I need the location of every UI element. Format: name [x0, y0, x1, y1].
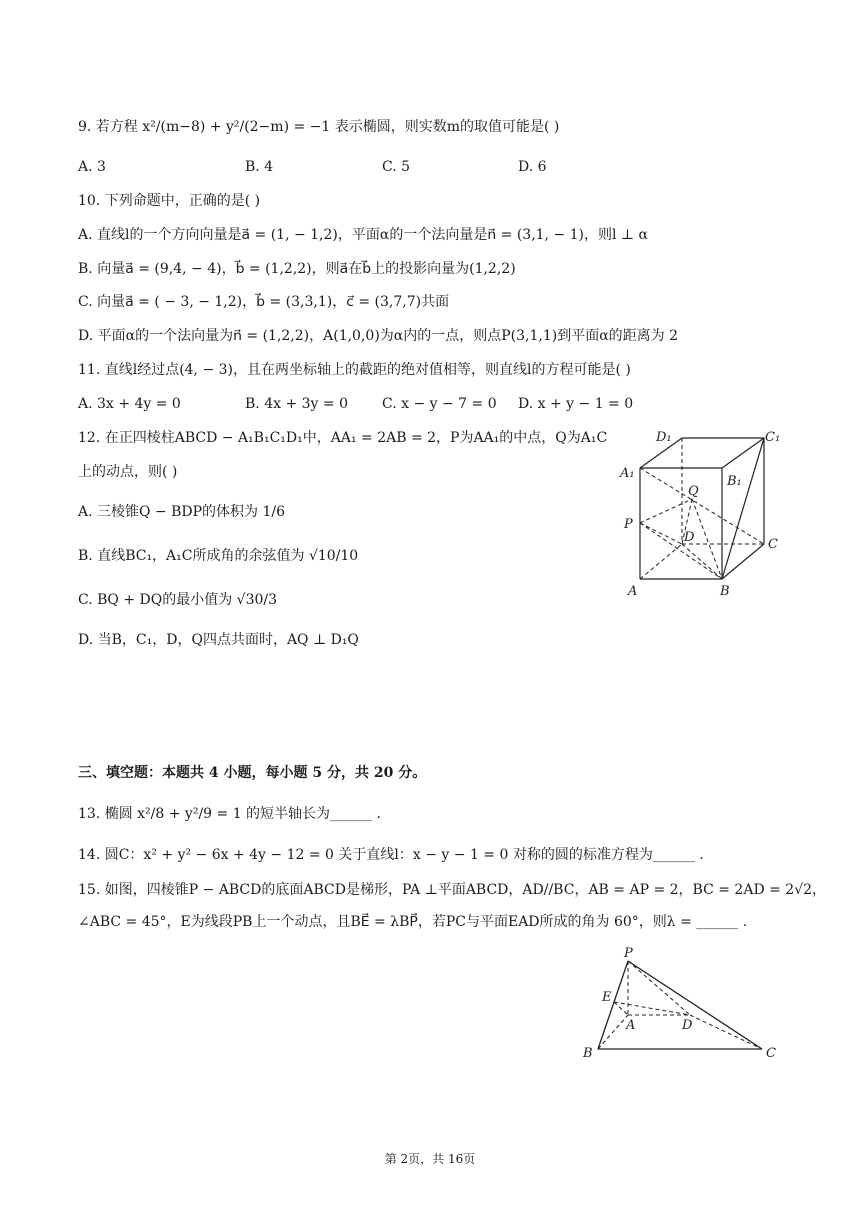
q15-line2: ∠ABC = 45°，E为线段PB上一个动点，且BE⃗ = λBP⃗，若PC与平面EAD所成的角为 60°，则λ = ______ .: [78, 914, 748, 930]
q11-option-b: B. 4x + 3y = 0: [245, 396, 348, 412]
q12-option-a: A. 三棱锥Q − BDP的体积为 1/6: [78, 504, 286, 520]
label-b1: B₁: [727, 474, 742, 489]
label-c: C: [768, 537, 778, 552]
q9-option-c: C. 5: [382, 159, 411, 175]
q15-line1: 15. 如图，四棱锥P − ABCD的底面ABCD是梯形，PA ⊥平面ABCD，AD//BC，AB = AP = 2，BC = 2AD = 2√2，: [78, 882, 827, 898]
q12-stem-line1: 12. 在正四棱柱ABCD − A₁B₁C₁D₁中，AA₁ = 2AB = 2，P为AA₁的中点，Q为A₁C: [78, 430, 608, 446]
label-e: E: [602, 990, 612, 1005]
q10-option-c: C. 向量a⃗ = ( − 3, − 1,2)，b⃗ = (3,3,1)，c⃗ = (3,7,7)共面: [78, 294, 450, 310]
label-c: C: [766, 1046, 776, 1061]
section-heading: 三、填空题：本题共 4 小题，每小题 5 分，共 20 分。: [78, 765, 427, 781]
label-p: P: [624, 517, 633, 532]
q10-option-a: A. 直线l的一个方向向量是a⃗ = (1, − 1,2)，平面α的一个法向量是n⃗ = (3,1, − 1)，则l ⊥ α: [78, 227, 649, 243]
q9-stem: 9. 若方程 x²/(m−8) + y²/(2−m) = −1 表示椭圆，则实数m的取值可能是( ): [78, 119, 560, 135]
q9-option-d: D. 6: [518, 159, 547, 175]
q12-option-c: C. BQ + DQ的最小值为 √30/3: [78, 592, 278, 608]
label-q: Q: [688, 484, 699, 499]
q12-prism-figure: [612, 425, 792, 605]
label-d: D: [684, 530, 695, 545]
q10-option-b: B. 向量a⃗ = (9,4, − 4)，b⃗ = (1,2,2)，则a⃗在b⃗上的投影向量为(1,2,2): [78, 261, 516, 277]
q11-option-a: A. 3x + 4y = 0: [78, 396, 181, 412]
label-a1: A₁: [620, 466, 635, 481]
q11-option-c: C. x − y − 7 = 0: [382, 396, 497, 412]
label-c1: C₁: [765, 430, 781, 445]
q11-option-d: D. x + y − 1 = 0: [518, 396, 634, 412]
q12-option-b: B. 直线BC₁，A₁C所成角的余弦值为 √10/10: [78, 548, 359, 564]
q10-option-d: D. 平面α的一个法向量为n⃗ = (1,2,2)，A(1,0,0)为α内的一点，则点P(3,1,1)到平面α的距离为 2: [78, 328, 679, 344]
label-b: B: [583, 1046, 593, 1061]
label-d: D: [682, 1018, 693, 1033]
label-b: B: [720, 584, 730, 599]
label-a: A: [626, 1018, 636, 1033]
q9-option-b: B. 4: [245, 159, 274, 175]
page-footer: 第 2页，共 16页: [384, 1152, 476, 1166]
label-p: P: [624, 946, 633, 961]
q9-option-a: A. 3: [78, 159, 106, 175]
q12-stem-line2: 上的动点，则( ): [78, 464, 178, 480]
q15-pyramid-figure: [580, 945, 785, 1063]
q12-option-d: D. 当B，C₁，D，Q四点共面时，AQ ⊥ D₁Q: [78, 632, 359, 648]
q10-stem: 10. 下列命题中，正确的是( ): [78, 193, 261, 209]
q13-text: 13. 椭圆 x²/8 + y²/9 = 1 的短半轴长为______ .: [78, 806, 381, 822]
q14-text: 14. 圆C：x² + y² − 6x + 4y − 12 = 0 关于直线l：x − y − 1 = 0 对称的圆的标准方程为______ .: [78, 847, 704, 863]
label-a: A: [628, 584, 638, 599]
q11-stem: 11. 直线l经过点(4, − 3)，且在两坐标轴上的截距的绝对值相等，则直线l的方程可能是( ): [78, 362, 631, 378]
label-d1: D₁: [656, 430, 672, 445]
